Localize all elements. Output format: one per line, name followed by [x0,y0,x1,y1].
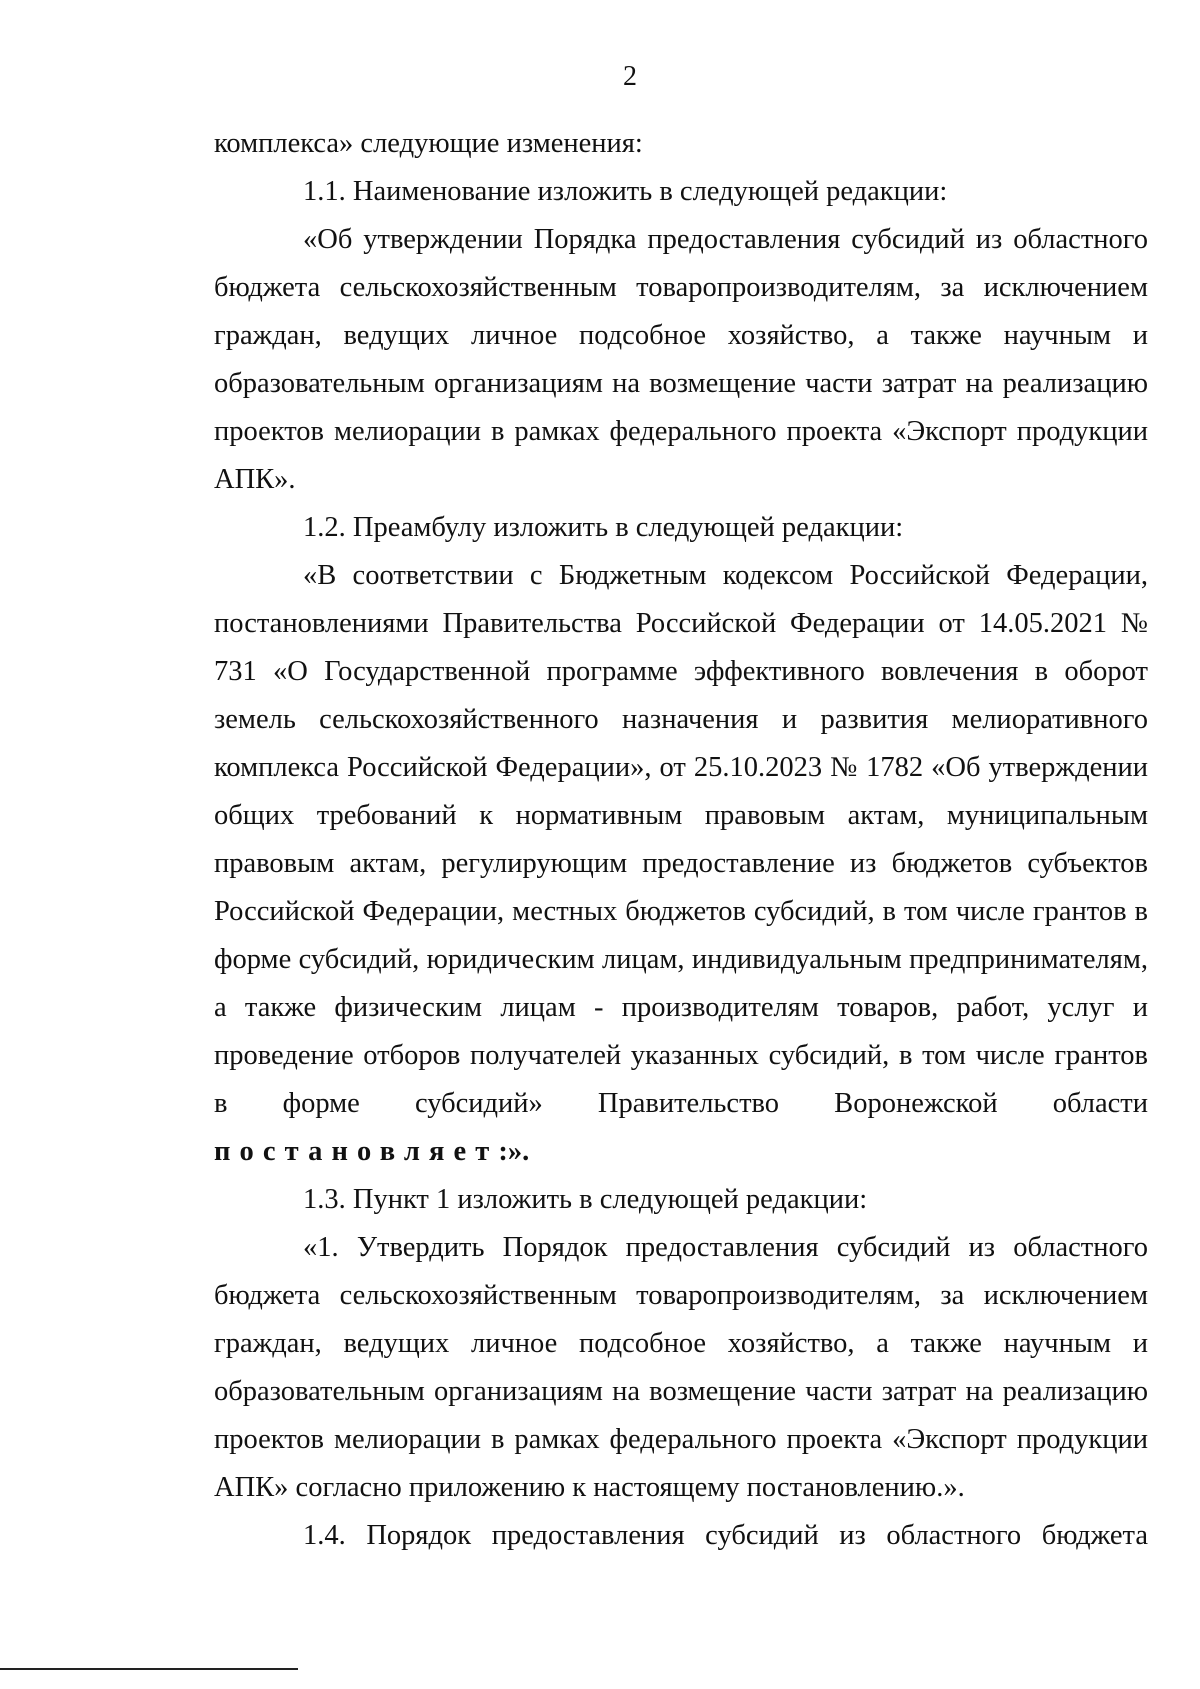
paragraph-point-1-quote: «1. Утвердить Порядок предоставления субсидий из областного бюджета сельскохозяйственным товаропроизводителям, за исключением граждан, ведущих личное подсобное хозяйство, а также научным и образовательным организациям на возмещение части затрат на реализацию проектов мелиорации в рамках федерального проекта «Экспорт продукции АПК» согласно приложению к настоящему постановлению.». [214,1232,1148,1503]
paragraph-item-1-2: 1.2. Преамбулу изложить в следующей редакции: [303,512,904,543]
preamble-text: «В соответствии с Бюджетным кодексом Российской Федерации, постановлениями Правительства Российской Федерации от 14.05.2021 № 731 «О Государственной программе эффективного вовлечения в оборот земель сельскохозяйственного назначения и развития мелиоративного комплекса Российской Федерации», от 25.10.2023 № 1782 «Об утверждении общих требований к нормативным правовым актам, муниципальным правовым актам, регулирующим предоставление из бюджетов субъектов Российской Федерации, местных бюджетов субсидий, в том числе грантов в форме субсидий, юридическим лицам, индивидуальным предпринимателям, а также физическим лицам - производителям товаров, работ, услуг и проведение отборов получателей указанных субсидий, в том числе грантов в форме субсидий» Правительство Воронежской области [214,560,1148,1119]
page-number: 2 [623,61,637,92]
paragraph-title-quote: «Об утверждении Порядка предоставления субсидий из областного бюджета сельскохозяйственным товаропроизводителям, за исключением граждан, ведущих личное подсобное хозяйство, а также научным и образовательным организациям на возмещение части затрат на реализацию проектов мелиорации в рамках федерального проекта «Экспорт продукции АПК». [214,224,1148,495]
paragraph-continuation: комплекса» следующие изменения: [214,128,643,159]
paragraph-item-1-4: 1.4. Порядок предоставления субсидий из областного бюджета [303,1520,1148,1551]
paragraph-preamble-quote [214,552,1148,1176]
paragraph-item-1-3: 1.3. Пункт 1 изложить в следующей редакции: [303,1184,868,1215]
paragraph-item-1-1: 1.1. Наименование изложить в следующей редакции: [303,176,948,207]
resolves-tail: :». [498,1136,530,1167]
document-body [214,120,1148,1560]
resolves-word: постановляет [214,1136,499,1167]
footer-rule [0,1668,298,1670]
